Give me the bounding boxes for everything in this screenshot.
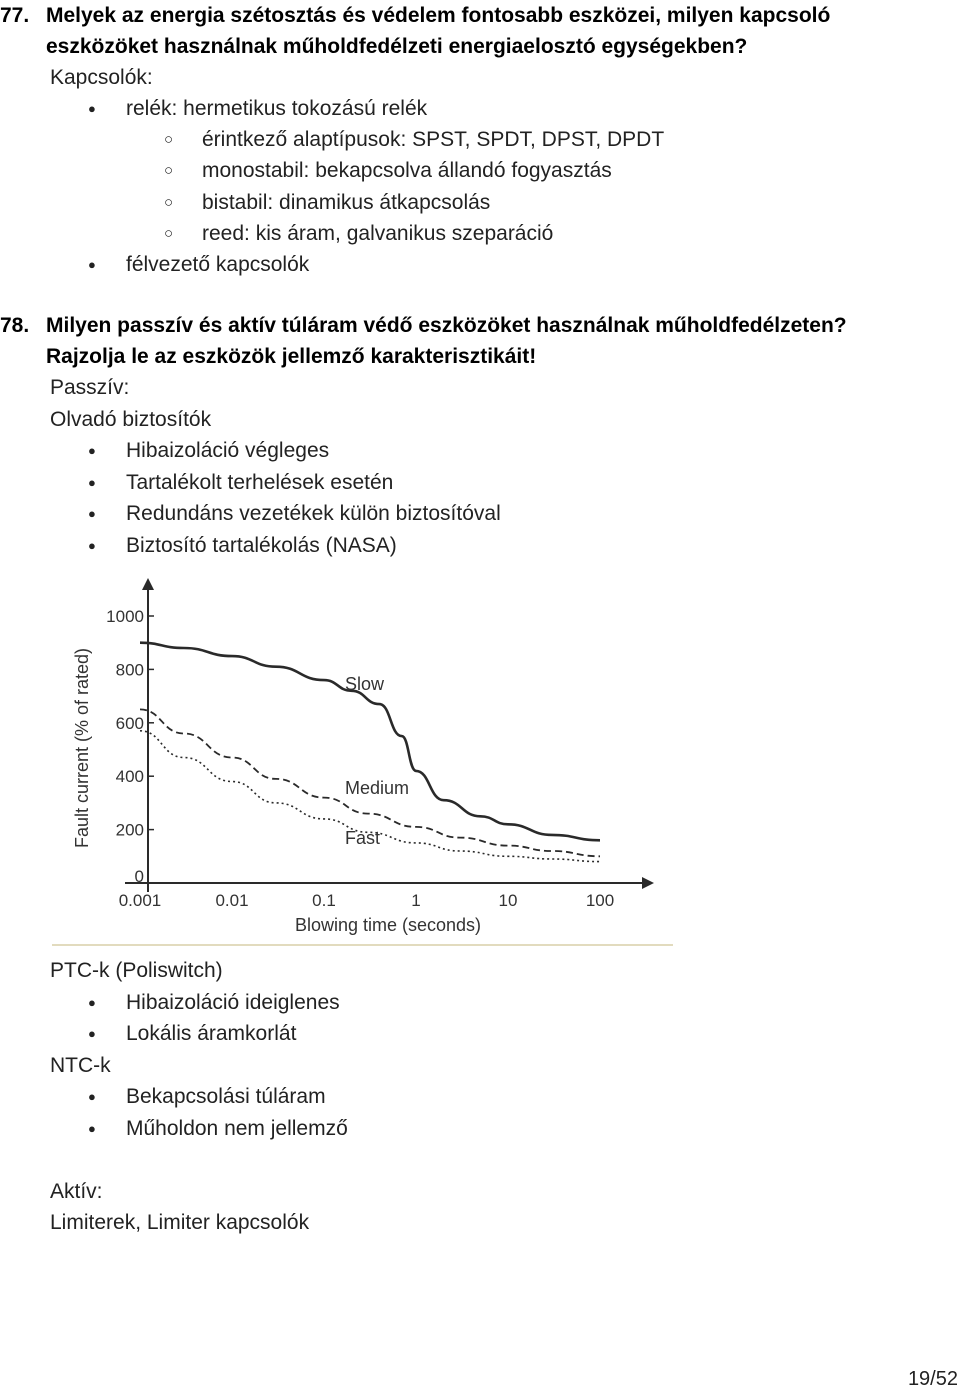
circle-bullet-icon: ○: [164, 225, 174, 242]
question-number: 78.: [0, 314, 30, 337]
bullet-icon: ●: [88, 1121, 96, 1136]
bullet-icon: ●: [88, 101, 96, 116]
bullet-icon: ●: [88, 443, 96, 458]
x-tick-label: 0.01: [215, 891, 249, 910]
fuse-characteristic-chart: [48, 572, 678, 952]
x-tick-label: 100: [585, 891, 615, 910]
passive-heading: Passzív:: [50, 376, 130, 399]
x-tick-label: 1: [411, 891, 421, 910]
y-tick-label: 0: [134, 867, 144, 886]
page-number: 19/52: [907, 1368, 958, 1390]
y-tick-label: 800: [115, 660, 144, 680]
circle-bullet-icon: ○: [164, 194, 174, 211]
series-label-slow: Slow: [345, 674, 385, 694]
bullet-icon: ●: [88, 257, 96, 272]
x-axis-arrow-icon: [642, 877, 654, 889]
x-axis-label: Blowing time (seconds): [294, 915, 482, 935]
x-tick-label: 0.1: [312, 891, 336, 910]
circle-bullet-icon: ○: [164, 131, 174, 148]
question-text-line-2: eszközöket használnak műholdfedélzeti energiaelosztó egységekben?: [46, 35, 748, 58]
question-text-line-2: Rajzolja le az eszközök jellemző karakterisztikáit!: [46, 345, 537, 368]
question-text-line-1: Milyen passzív és aktív túláram védő eszközöket használnak műholdfedélzeten?: [46, 314, 847, 337]
chart-svg: [48, 572, 678, 952]
question-77-heading: [0, 0, 960, 62]
question-78-heading: [0, 310, 960, 372]
active-text: Limiterek, Limiter kapcsolók: [50, 1211, 310, 1234]
circle-bullet-icon: ○: [164, 162, 174, 179]
y-axis-arrow-icon: [142, 578, 154, 590]
bullet-icon: ●: [88, 1026, 96, 1041]
ptc-heading: PTC-k (Poliswitch): [50, 959, 223, 982]
question-number: 77.: [0, 4, 30, 27]
question-text-line-1: Melyek az energia szétosztás és védelem fontosabb eszközei, milyen kapcsoló: [46, 4, 831, 27]
y-tick-label: 400: [115, 767, 144, 787]
ntc-heading: NTC-k: [50, 1054, 111, 1077]
bullet-icon: ●: [88, 1089, 96, 1104]
x-tick-label: 10: [498, 891, 518, 910]
series-label-medium: Medium: [345, 778, 410, 798]
fuses-heading: Olvadó biztosítók: [50, 408, 212, 431]
bullet-icon: ●: [88, 475, 96, 490]
bullet-icon: ●: [88, 506, 96, 521]
bullet-icon: ●: [88, 995, 96, 1010]
y-axis-label: Fault current (% of rated): [72, 647, 92, 849]
y-tick-label: 1000: [106, 607, 144, 626]
series-line-slow: [140, 643, 600, 841]
active-heading: Aktív:: [50, 1180, 103, 1203]
bullet-icon: ●: [88, 538, 96, 553]
switches-heading: Kapcsolók:: [50, 66, 153, 89]
x-tick-label: 0.001: [118, 891, 162, 910]
y-tick-label: 200: [115, 820, 144, 840]
series-label-fast: Fast: [345, 828, 381, 848]
y-tick-label: 600: [115, 713, 144, 733]
